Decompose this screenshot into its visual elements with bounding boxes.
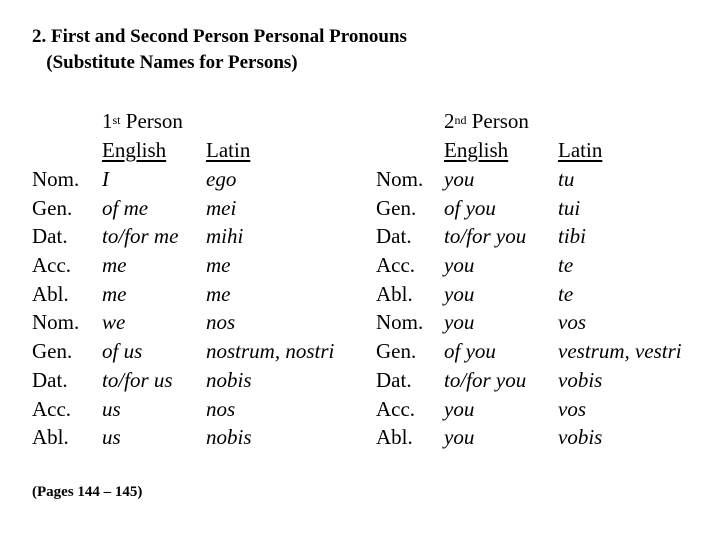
case-label: Abl. <box>32 281 69 306</box>
english-form: to/for you <box>444 367 527 392</box>
first-person-english-header: English <box>102 138 167 162</box>
case-label: Abl. <box>32 425 69 450</box>
latin-form: vos <box>558 396 586 421</box>
second-person-heading-suffix: nd <box>454 113 467 127</box>
english-form: to/for us <box>102 367 173 392</box>
english-form: me <box>102 253 127 278</box>
case-label: Gen. <box>376 339 417 364</box>
first-person-latin-column <box>206 165 334 452</box>
latin-form: vos <box>558 310 586 335</box>
english-form: I <box>102 167 109 191</box>
second-person-latin-column <box>558 165 682 452</box>
second-person-case-column <box>376 165 423 452</box>
page-title <box>32 24 407 76</box>
latin-form: ego <box>206 167 237 191</box>
english-form: of you <box>444 195 496 220</box>
latin-form: vobis <box>558 425 603 450</box>
second-person-latin-header: Latin <box>558 138 603 162</box>
english-form: us <box>102 396 121 421</box>
case-label: Nom. <box>376 167 424 191</box>
latin-form: nos <box>206 310 236 335</box>
latin-form: vobis <box>558 367 603 392</box>
latin-form: mihi <box>206 224 244 249</box>
case-label: Acc. <box>32 253 72 278</box>
second-person-english-header: English <box>444 138 509 162</box>
case-label: Abl. <box>376 281 413 306</box>
case-label: Dat. <box>376 367 412 392</box>
first-person-heading-suffix: st <box>112 113 121 127</box>
case-label: Nom. <box>32 310 80 335</box>
latin-form: me <box>206 281 231 306</box>
english-form: you <box>444 425 475 450</box>
second-person-heading-number: 2 <box>444 109 455 133</box>
first-person-heading-label: Person <box>120 109 183 133</box>
first-person-heading-number: 1 <box>102 109 113 133</box>
latin-form: te <box>558 281 574 306</box>
english-form: you <box>444 396 475 421</box>
latin-form: nostrum, nostri <box>206 339 335 364</box>
english-form: you <box>444 253 475 278</box>
latin-form: vestrum, vestri <box>558 339 682 364</box>
first-person-heading <box>102 107 183 136</box>
case-label: Acc. <box>32 396 72 421</box>
title-line-1: 2. First and Second Person Personal Pronouns <box>32 26 407 47</box>
title-line-2: (Substitute Names for Persons) <box>46 52 298 73</box>
second-person-english-column <box>444 165 526 452</box>
english-form: you <box>444 281 475 306</box>
latin-form: tu <box>558 167 575 191</box>
latin-form: nos <box>206 396 236 421</box>
english-form: to/for you <box>444 224 527 249</box>
case-label: Dat. <box>32 367 68 392</box>
english-form: of you <box>444 339 496 364</box>
latin-form: nobis <box>206 425 252 450</box>
case-label: Acc. <box>376 396 416 421</box>
case-label: Nom. <box>32 167 80 191</box>
second-person-heading-label: Person <box>466 109 529 133</box>
first-person-case-column <box>32 165 79 452</box>
latin-form: tui <box>558 195 581 220</box>
second-person-heading <box>444 107 529 136</box>
english-form: us <box>102 425 121 450</box>
case-label: Gen. <box>376 195 417 220</box>
first-person-latin-header: Latin <box>206 138 251 162</box>
english-form: to/for me <box>102 224 179 249</box>
case-label: Nom. <box>376 310 424 335</box>
latin-form: tibi <box>558 224 587 249</box>
latin-form: nobis <box>206 367 252 392</box>
english-form: we <box>102 310 126 335</box>
english-form: me <box>102 281 127 306</box>
case-label: Gen. <box>32 339 73 364</box>
page-reference: (Pages 144 – 145) <box>32 484 143 500</box>
case-label: Abl. <box>376 425 413 450</box>
english-form: you <box>444 310 475 335</box>
latin-form: me <box>206 253 231 278</box>
case-label: Dat. <box>376 224 412 249</box>
first-person-english-column <box>102 165 178 452</box>
latin-form: mei <box>206 195 237 220</box>
english-form: of me <box>102 195 149 220</box>
case-label: Acc. <box>376 253 416 278</box>
latin-form: te <box>558 253 574 278</box>
english-form: you <box>444 167 475 191</box>
case-label: Dat. <box>32 224 68 249</box>
english-form: of us <box>102 339 143 364</box>
case-label: Gen. <box>32 195 73 220</box>
